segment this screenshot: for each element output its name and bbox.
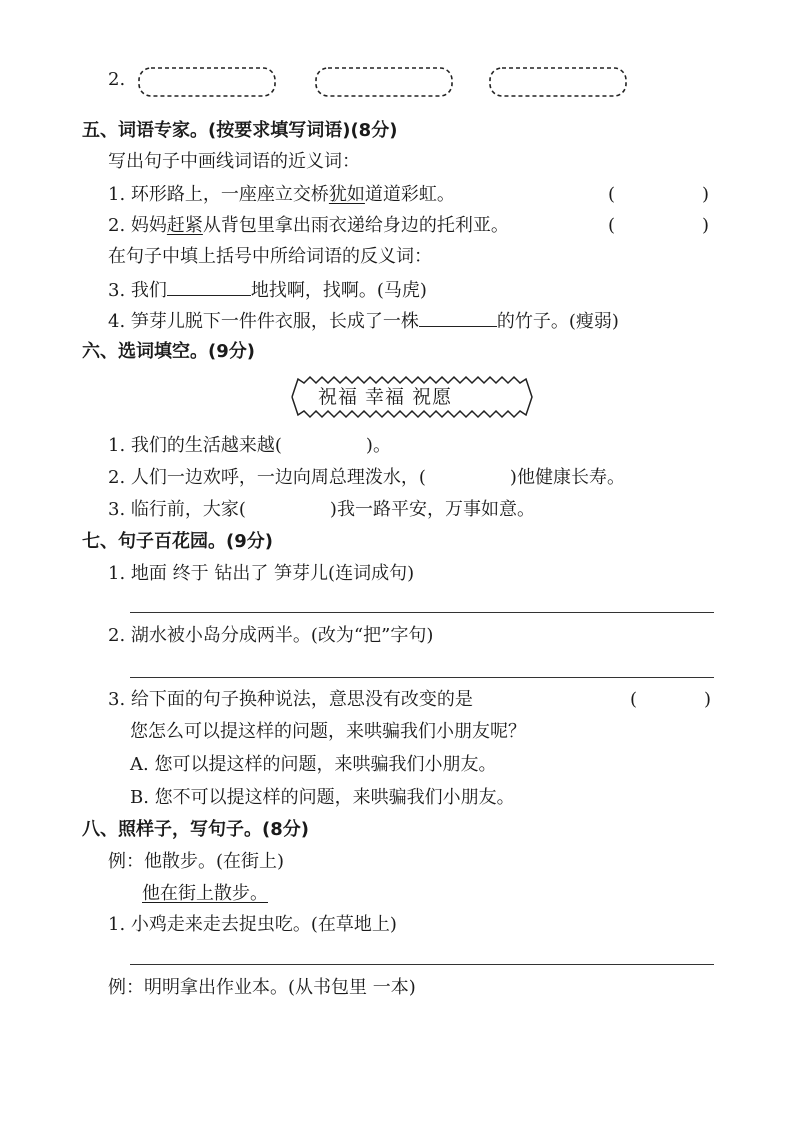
fill-blank[interactable] [167, 277, 251, 296]
section-8-title: 八、照样子，写句子。(8分) [82, 819, 309, 840]
section-5-intro-synonyms: 写出句子中画线词语的近义词： [108, 151, 360, 172]
answer-paren-close: ) [704, 689, 712, 710]
answer-line[interactable] [130, 677, 714, 678]
section-6-item-2: 2. 人们一边欢呼，一边向周总理泼水，( )他健康长寿。 [108, 467, 625, 488]
answer-line[interactable] [130, 964, 714, 965]
answer-paren-open: ( [608, 215, 616, 236]
underlined-word: 犹如 [328, 184, 365, 205]
section-5-item-2: 2. 妈妈赶紧从背包里拿出雨衣递给身边的托利亚。 [108, 215, 509, 236]
underlined-word: 赶紧 [166, 215, 203, 236]
answer-paren-close: ) [702, 184, 710, 205]
answer-paren-close: ) [702, 215, 710, 236]
section-8-item-1: 1. 小鸡走来走去捉虫吃。(在草地上) [108, 914, 397, 935]
section-5-title: 五、词语专家。(按要求填写词语)(8分) [82, 120, 398, 141]
answer-line[interactable] [130, 612, 714, 613]
answer-paren-open: ( [608, 184, 616, 205]
option-b[interactable]: B. 您不可以提这样的问题，来哄骗我们小朋友。 [130, 787, 515, 808]
section-8-example-1-answer: 他在街上散步。 [142, 883, 268, 904]
section-6-item-1: 1. 我们的生活越来越( )。 [108, 435, 391, 456]
section-5-intro-antonyms: 在句子中填上括号中所给词语的反义词： [108, 246, 432, 267]
section-7-item-1: 1. 地面 终于 钻出了 笋芽儿(连词成句) [108, 563, 415, 584]
word-bank-words: 祝福 幸福 祝愿 [318, 386, 453, 408]
section-7-item-3: 3. 给下面的句子换种说法，意思没有改变的是 [108, 689, 473, 710]
section-6-title: 六、选词填空。(9分) [82, 341, 255, 362]
section-6-item-3: 3. 临行前，大家( )我一路平安，万事如意。 [108, 499, 535, 520]
q4-item2-number: 2. [108, 69, 126, 90]
section-5-item-4: 4. 笋芽儿脱下一件件衣服，长成了一株 的竹子。(瘦弱) [108, 308, 619, 334]
section-7-item-3-sentence: 您怎么可以提这样的问题，来哄骗我们小朋友呢？ [130, 721, 526, 742]
section-7-item-2: 2. 湖水被小岛分成两半。(改为“把”字句) [108, 625, 434, 646]
scalloped-answer-box-2[interactable] [310, 62, 458, 102]
section-5-item-3: 3. 我们 地找啊，找啊。(马虎) [108, 277, 427, 303]
option-a[interactable]: A. 您可以提这样的问题，来哄骗我们小朋友。 [130, 754, 497, 775]
section-7-title: 七、句子百花园。(9分) [82, 531, 273, 552]
fill-blank[interactable] [419, 308, 497, 327]
section-5-item-1: 1. 环形路上，一座座立交桥犹如道道彩虹。 [108, 184, 455, 205]
scalloped-answer-box-1[interactable] [133, 62, 281, 102]
section-8-example-2: 例：明明拿出作业本。(从书包里 一本) [108, 977, 416, 998]
section-8-example-1: 例：他散步。(在街上) [108, 851, 285, 872]
scalloped-answer-box-3[interactable] [484, 62, 632, 102]
answer-paren-open: ( [630, 689, 638, 710]
